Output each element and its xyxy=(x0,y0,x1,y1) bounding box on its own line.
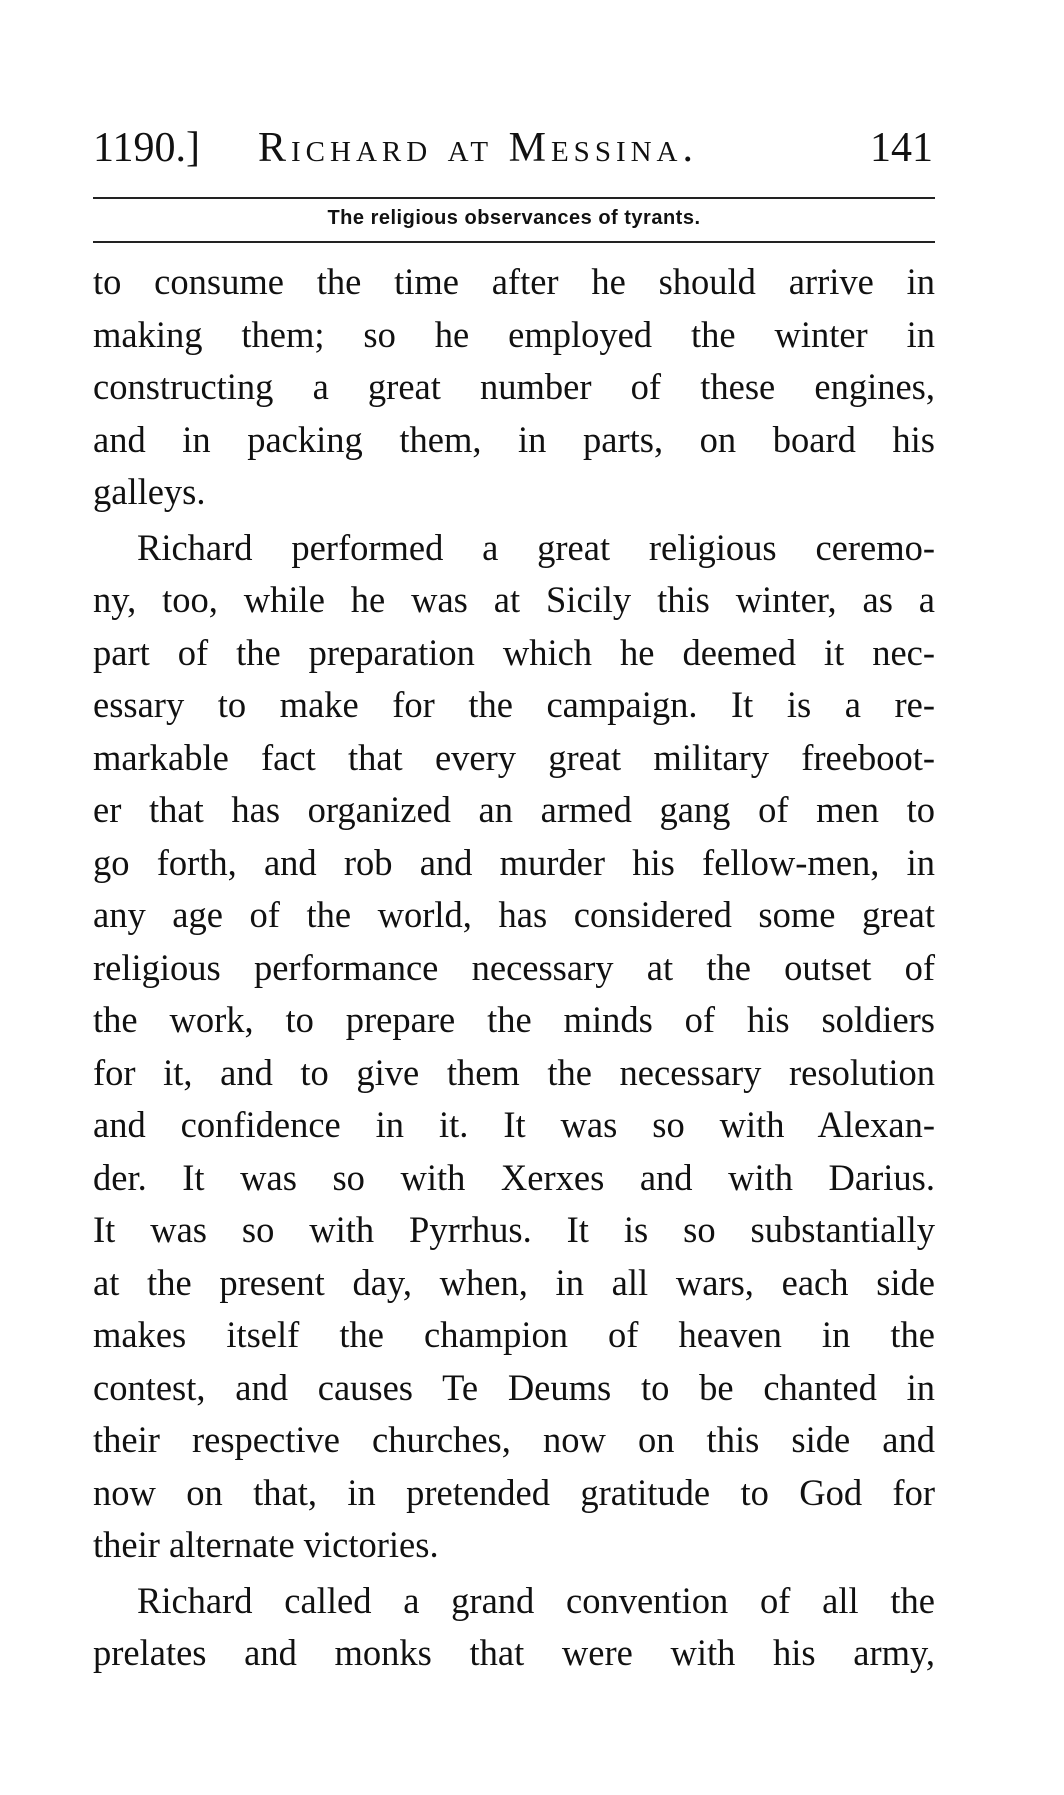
paragraph-3 xyxy=(93,1575,935,1680)
text-line: galleys. xyxy=(93,471,206,512)
text-line: go forth, and rob and murder his fellow-men, in xyxy=(93,841,935,883)
text-line: for it, and to give them the necessary resolution xyxy=(93,1051,935,1093)
text-line: part of the preparation which he deemed it nec- xyxy=(93,631,935,673)
text-line: religious performance necessary at the outset of xyxy=(93,946,935,988)
text-line: makes itself the champion of heaven in the xyxy=(93,1314,935,1355)
text-line: the work, to prepare the minds of his soldiers xyxy=(93,999,935,1040)
text-line: their alternate victories. xyxy=(93,1524,439,1565)
text-line: making them; so he employed the winter in xyxy=(93,313,935,355)
text-line: ny, too, while he was at Sicily this winter, as a xyxy=(93,579,935,620)
paragraph-1 xyxy=(93,256,935,519)
text-line: essary to make for the campaign. It is a re- xyxy=(93,684,935,725)
text-line: any age of the world, has considered some great xyxy=(93,894,935,935)
text-line: er that has organized an armed gang of men to xyxy=(93,789,935,830)
header-year: 1190.] xyxy=(93,125,200,171)
page-number: 141 xyxy=(870,125,933,171)
running-head xyxy=(93,118,933,178)
text-line: markable fact that every great military freeboot- xyxy=(93,736,935,778)
section-subtitle: The religious observances of tyrants. xyxy=(327,207,701,229)
text-line: prelates and monks that were with his army, xyxy=(93,1632,935,1673)
text-line: their respective churches, now on this side and xyxy=(93,1419,935,1460)
text-line: and confidence in it. It was so with Alexan- xyxy=(93,1104,935,1145)
body-text xyxy=(93,256,935,1680)
text-line: contest, and causes Te Deums to be chanted in xyxy=(93,1366,935,1408)
text-line: constructing a great number of these engines, xyxy=(93,366,935,407)
text-line: Richard performed a great religious ceremo- xyxy=(137,526,935,568)
text-line: at the present day, when, in all wars, each side xyxy=(93,1261,935,1303)
text-line: It was so with Pyrrhus. It is so substantially xyxy=(93,1209,935,1250)
text-line: der. It was so with Xerxes and with Darius. xyxy=(93,1156,935,1198)
text-line: to consume the time after he should arrive in xyxy=(93,261,935,302)
text-line: and in packing them, in parts, on board his xyxy=(93,418,935,460)
header-title: Richard at Messina. xyxy=(258,125,698,171)
header-rule-bottom xyxy=(93,241,935,243)
text-line: now on that, in pretended gratitude to God for xyxy=(93,1471,935,1513)
header-rule-top xyxy=(93,197,935,199)
text-line: Richard called a grand convention of all the xyxy=(137,1579,935,1621)
paragraph-2 xyxy=(93,522,935,1572)
